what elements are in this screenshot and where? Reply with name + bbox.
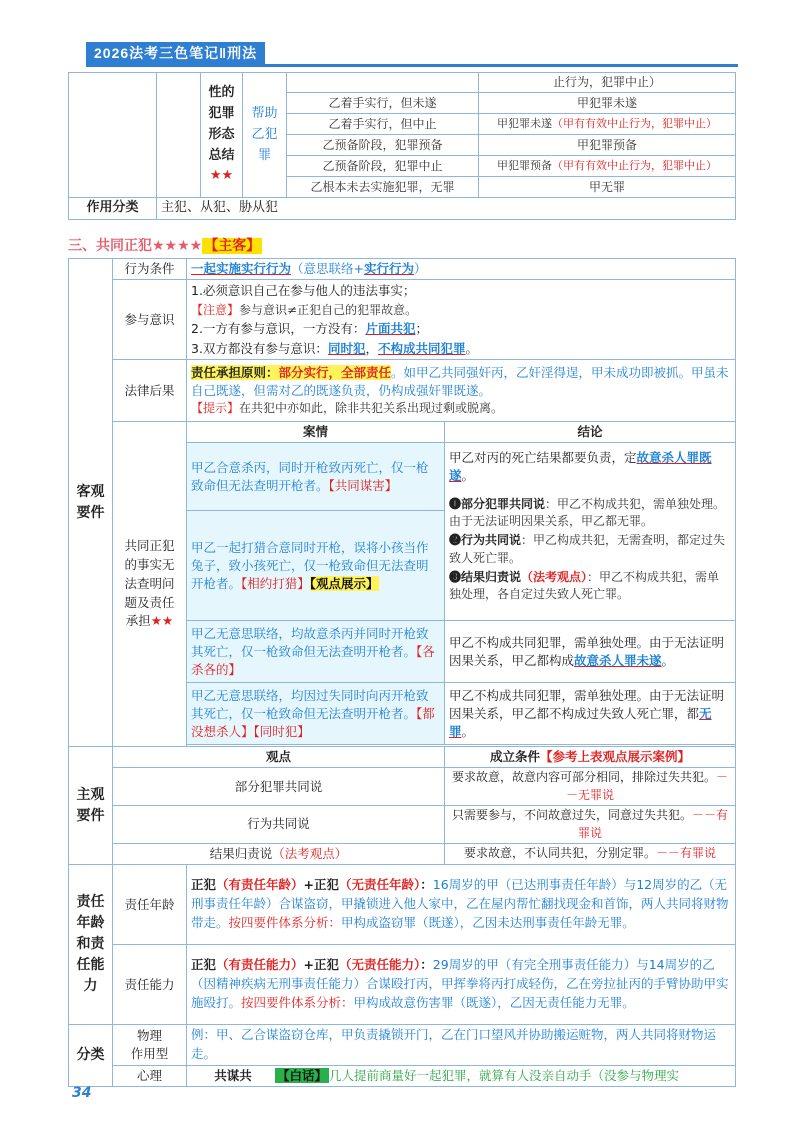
head-text: +正犯	[303, 957, 340, 973]
result-cell: 甲犯罪未遂	[479, 93, 736, 114]
psych-value	[187, 1065, 736, 1086]
label-line: 要件	[76, 504, 105, 521]
tip-tag: 【提示】	[191, 401, 240, 416]
label-line: 法查明问	[124, 575, 175, 591]
role-label: 作用分类	[69, 198, 157, 220]
verdict-text: －－无罪说	[565, 770, 729, 802]
label-line: 物理	[136, 1027, 162, 1043]
physical-value: 例：甲、乙合谋盗窃仓库，甲负责撬锁开门，乙在门口望风并协助搬运赃物，两人共同将财物运走。	[187, 1025, 736, 1066]
view-text: 结果归责说	[209, 845, 273, 861]
crime-form-table	[68, 72, 736, 220]
physical-label	[113, 1025, 187, 1066]
row-label-line: 总结	[208, 147, 235, 163]
conclusion-cell	[445, 683, 736, 745]
case-tag: 【各杀各的】	[191, 643, 435, 677]
result-text: 甲犯罪预备	[497, 159, 552, 173]
view-cell: 行为共同说	[113, 806, 445, 844]
label-line: 共同正犯	[124, 538, 175, 554]
star-rating: ★★	[209, 168, 234, 184]
sub-label-line: 罪	[257, 147, 271, 163]
case-text: 甲乙无意思联络，均故意杀丙并同时开枪致其死亡，仅一枪致命但无法查明开枪者。	[191, 625, 429, 659]
view-text: ：甲乙不构成共犯，需单独处理。由于无法证明因果关系，甲乙都无罪。	[449, 496, 726, 528]
case-cell	[187, 443, 445, 511]
classification-label: 分类	[69, 1025, 113, 1087]
principle-label: 责任承担原则：	[191, 364, 279, 380]
condition-text: 只需要参与，不问故意过失，同意过失共犯。	[451, 808, 692, 823]
condition-header-text: 成立条件	[489, 749, 540, 765]
result-cell: 甲无罪	[479, 177, 736, 198]
awareness-line	[191, 319, 731, 338]
head-text: ：	[420, 877, 433, 893]
blank-cell	[157, 73, 201, 198]
view-text: ：甲乙构成共犯，无需查明，都定过失致人死亡罪。	[449, 533, 726, 565]
condition-text: 要求故意，不认同共犯，分别定罪。	[463, 846, 656, 861]
behavior-paren: 实行行为	[364, 261, 415, 276]
head-tag: （无责任能力）	[339, 957, 421, 973]
analysis-text: 甲构成故意伤害罪（既遂），乙因无责任能力无罪。	[353, 994, 635, 1010]
example-text: 16周岁的甲（已达刑事责任年龄）与12周岁的乙（无刑事责任年龄）合谋盗窃，甲撬锁进入他人家中，乙在屋内帮忙翻找现金和首饰，两人共同将财物带走。	[191, 877, 729, 930]
view-name: ❶部分犯罪共同说	[449, 496, 546, 511]
label-line: 作用型	[130, 1045, 169, 1061]
conclusion-cell	[445, 443, 736, 621]
view-name: ❸结果归责说	[449, 570, 522, 585]
analysis-text: 甲构成盗窃罪（既遂），乙因未达刑事责任年龄无罪。	[341, 914, 635, 930]
head-tag: （无责任年龄）	[339, 877, 421, 893]
plain-talk-text: 几人提前商量好一起犯罪，就算有人没亲自动手（没参与物理实	[329, 1067, 680, 1083]
joint-principal-block	[68, 258, 735, 1087]
unclear-label	[113, 422, 187, 747]
scenario-cell: 乙着手实行，但未遂	[287, 93, 479, 114]
result-text: 甲犯罪未遂	[497, 117, 552, 131]
behavior-paren: （意思联络+	[291, 261, 364, 276]
head-text: 正犯	[191, 957, 217, 973]
conclusion-emph: 无罪	[449, 705, 712, 739]
result-cell: 甲犯罪预备	[479, 135, 736, 156]
line-emph: 同时犯	[327, 340, 366, 356]
tip-text: 在共犯中亦如此，除非共犯关系出现过剩或脱离。	[239, 401, 504, 416]
result-note: （甲有有效中止行为，犯罪中止）	[552, 159, 717, 173]
sub-label	[243, 73, 287, 198]
result-cell: 止行为，犯罪中止）	[479, 73, 736, 93]
case-tag: 【共同谋害】	[328, 477, 398, 493]
blank-cell	[69, 73, 157, 198]
case-text: 甲乙一起打猎合意同时开枪，误将小孩当作兔子，致小孩死亡，仅一枪致命但无法查明开枪者。	[191, 539, 429, 591]
condition-cell	[445, 806, 736, 844]
example-text: 29周岁的甲（有完全刑事责任能力）与14周岁的乙（因精神疾病无刑事责任能力）合谋殴打丙，甲挥拳将丙打成轻伤，乙在旁拉扯丙的手臂协助甲实施殴打。	[191, 957, 729, 1010]
view-tag: （法考观点）	[521, 570, 588, 585]
case-cell	[187, 683, 445, 745]
role-value: 主犯、从犯、胁从犯	[157, 198, 736, 220]
subjective-label	[69, 747, 113, 865]
psych-label: 心理	[113, 1065, 187, 1086]
condition-header-tag: 【参考上表观点展示案例】	[540, 749, 691, 765]
label-line: 主观	[76, 787, 105, 804]
behavior-label: 行为条件	[113, 259, 187, 280]
result-cell	[479, 156, 736, 177]
conclusion-emph: 故意杀人罪未遂	[574, 652, 662, 668]
case-header: 案情	[187, 422, 445, 443]
analysis-label: 按四要件体系分析：	[228, 914, 342, 930]
label-line: 责任	[76, 894, 105, 911]
label-line: 年龄	[76, 915, 105, 932]
principle-example: 。如甲乙共同强奸丙，乙奸淫得逞，甲未成功即被抓。甲虽未自己既遂，但需对乙的既遂负责，仍构成强奸罪既遂。	[191, 364, 729, 398]
case-text: 甲乙合意杀丙，同时开枪致丙死亡，仅一枪致命但无法查明开枪者。	[191, 459, 429, 493]
conclusion-emph: 故意杀人罪既遂	[449, 450, 712, 484]
view-cell	[113, 843, 445, 864]
note-text: 参与意识≠正犯自己的犯罪故意。	[239, 302, 418, 317]
notebook-header: 2026法考三色笔记‖刑法	[86, 42, 265, 64]
behavior-text: 一起实施实行行为	[191, 261, 292, 276]
age-value	[187, 865, 736, 945]
line-text: ，	[365, 340, 378, 356]
line-emph: 不构成共同犯罪	[377, 340, 466, 356]
header-rule	[86, 64, 738, 67]
view-tag: （法考观点）	[272, 845, 348, 861]
scenario-cell: 乙预备阶段，犯罪预备	[287, 135, 479, 156]
condition-cell	[445, 768, 736, 806]
line-text: 3.双方都没有参与意识：	[191, 340, 328, 356]
case-tag: 【观点展示】	[309, 575, 379, 591]
conclusion-header: 结论	[445, 422, 736, 443]
ability-value	[187, 945, 736, 1025]
verdict-text: －－有罪说	[577, 808, 729, 840]
verdict-text: －－有罪说	[656, 846, 717, 861]
scenario-cell: 乙着手实行，但中止	[287, 114, 479, 135]
note-tag: 【注意】	[191, 302, 240, 317]
conclusion-text: 甲乙不构成共同犯罪，需单独处理。由于无法证明因果关系，甲乙都不构成过失致人死亡罪，都	[449, 687, 725, 721]
line-text: 。	[465, 340, 478, 356]
section-title-text: 三、共同正犯	[68, 238, 152, 254]
joint-principal-table	[68, 258, 736, 1087]
conclusion-text: 甲乙不构成共同犯罪，需单独处理。由于无法证明因果关系，甲乙都构成	[449, 634, 725, 668]
objective-label	[69, 259, 113, 747]
view-cell: 部分犯罪共同说	[113, 768, 445, 806]
conclusion-text: 。	[461, 468, 475, 484]
awareness-line: 1.必须意识自己在参与他人的违法事实；	[191, 283, 416, 299]
consequence-label: 法律后果	[113, 360, 187, 422]
case-text: 甲乙无意思联络，均因过失同时向丙开枪致其死亡，仅一枪致命但无法查明开枪者。	[191, 687, 429, 721]
row-label-line: 形态	[208, 126, 235, 142]
result-cell	[479, 114, 736, 135]
sub-label-line: 帮助	[251, 106, 278, 121]
scenario-cell	[287, 73, 479, 93]
psych-sub-label: 共谋共	[214, 1067, 252, 1083]
behavior-value	[187, 259, 736, 280]
line-text: 2.一方有参与意识，一方没有：	[191, 321, 366, 337]
label-line: 要件	[76, 807, 105, 824]
view-name: ❷行为共同说	[449, 533, 522, 548]
sub-label-line: 乙犯	[251, 126, 278, 142]
condition-header	[445, 747, 736, 768]
head-tag: （有责任年龄）	[216, 877, 304, 893]
conclusion-text: 。	[461, 723, 475, 739]
plain-talk-tag: 【白话】	[277, 1067, 328, 1083]
label-line: 承担	[125, 613, 151, 629]
principle-text: 部分实行，全部责任	[278, 364, 392, 380]
case-cell	[187, 621, 445, 683]
label-line: 力	[83, 978, 98, 995]
consequence-value	[187, 360, 736, 422]
case-tag: 【同时犯】	[253, 723, 310, 739]
page-number: 34	[72, 1085, 92, 1101]
awareness-note	[191, 301, 731, 320]
condition-cell	[445, 843, 736, 864]
top-table-block	[68, 72, 735, 220]
section-tag: 【主客】	[204, 238, 261, 254]
awareness-line	[191, 339, 731, 358]
result-note: （甲有有效中止行为，犯罪中止）	[552, 117, 717, 131]
awareness-label: 参与意识	[113, 280, 187, 360]
label-line: 的事实无	[124, 557, 175, 573]
head-tag: （有责任能力）	[216, 957, 304, 973]
age-label: 责任年龄	[113, 865, 187, 945]
row-label	[201, 73, 243, 198]
section-title	[68, 236, 262, 256]
case-cell	[187, 511, 445, 621]
condition-text: 要求故意，故意内容可部分相同，排除过失共犯。	[451, 770, 716, 785]
label-line: 任能	[76, 957, 105, 974]
head-text: +正犯	[303, 877, 340, 893]
awareness-value	[187, 280, 736, 360]
analysis-label: 按四要件体系分析：	[241, 994, 354, 1010]
label-line: 和责	[76, 936, 105, 953]
row-label-line: 犯罪	[208, 106, 235, 121]
star-rating: ★★★★	[152, 238, 203, 254]
head-text: ：	[420, 957, 433, 973]
scenario-cell: 乙预备阶段，犯罪中止	[287, 156, 479, 177]
behavior-paren: ）	[414, 261, 427, 276]
view-text: ：甲乙不构成共犯，需单独处理，各自定过失致人死亡罪。	[449, 570, 720, 602]
conclusion-text: 。	[661, 652, 675, 668]
row-label-line: 性的	[208, 85, 235, 101]
ability-label: 责任能力	[113, 945, 187, 1025]
case-tag: 【相约打猎】	[241, 575, 310, 591]
conclusion-text: 甲乙对丙的死亡结果都要负责，定	[449, 450, 637, 466]
view-header: 观点	[113, 747, 445, 768]
label-line: 题及责任	[124, 594, 175, 610]
line-emph: 片面共犯	[365, 321, 416, 337]
responsibility-label	[69, 865, 113, 1025]
conclusion-cell	[445, 621, 736, 683]
label-line: 客观	[76, 484, 105, 501]
star-rating: ★★	[150, 613, 174, 629]
case-tag: 【都没想杀人】	[191, 705, 435, 739]
scenario-cell: 乙根本未去实施犯罪，无罪	[287, 177, 479, 198]
line-text: ；	[415, 321, 428, 337]
head-text: 正犯	[191, 877, 217, 893]
